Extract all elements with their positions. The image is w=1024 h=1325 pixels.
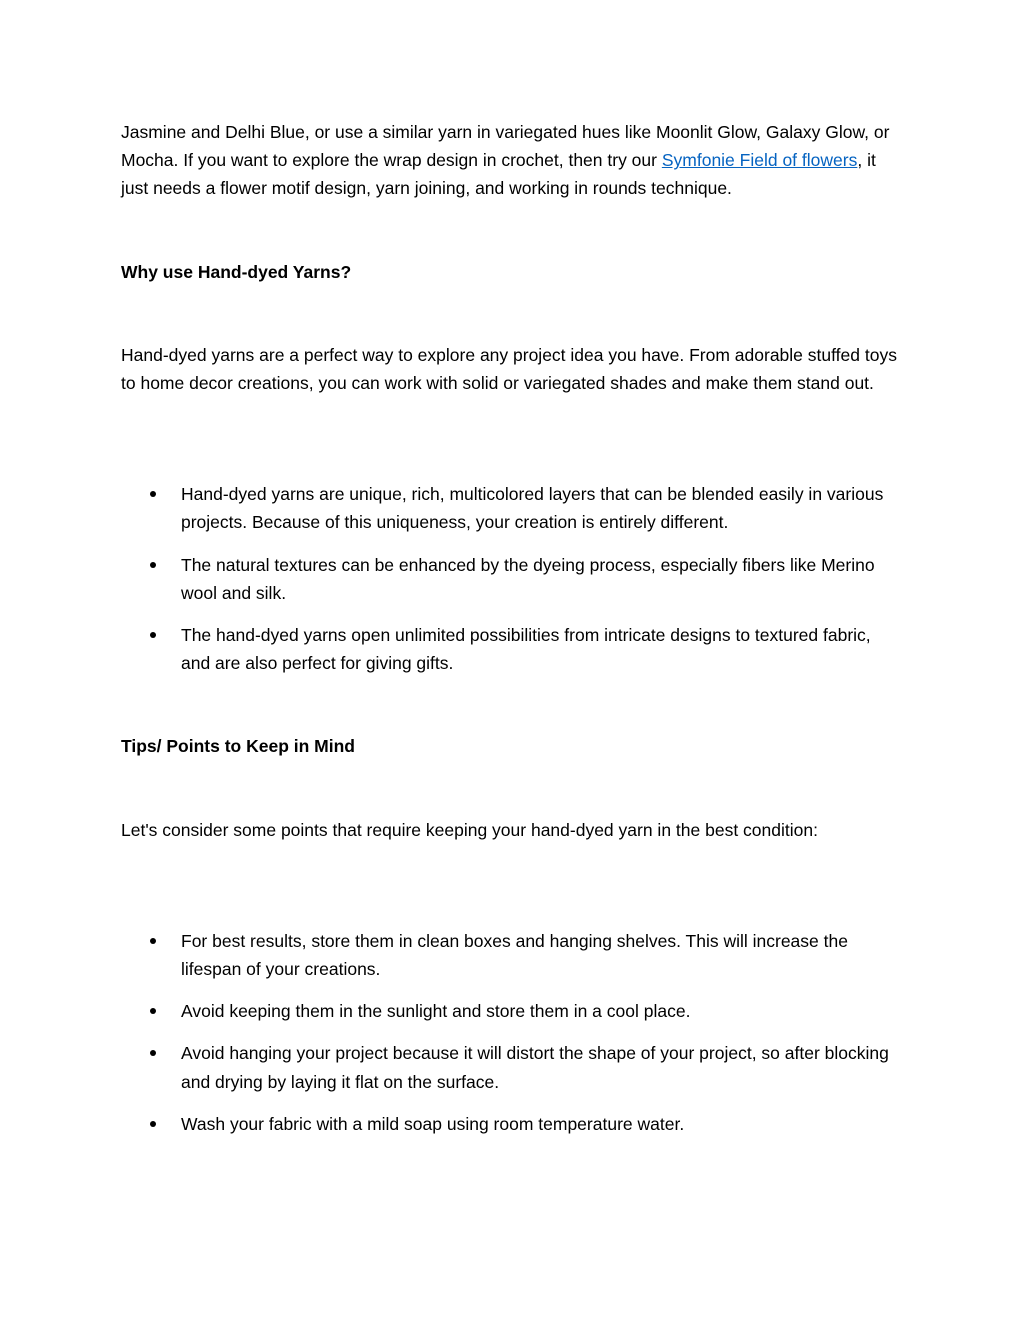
list-item-text: Hand-dyed yarns are unique, rich, multicolored layers that can be blended easily in various projects. Because of this uniqueness, your creation is entirely different. — [181, 484, 884, 533]
section-heading-why-hand-dyed: Why use Hand-dyed Yarns? — [121, 261, 352, 282]
tips-bullet-list — [121, 927, 901, 1138]
bullet-icon — [150, 1008, 156, 1014]
section2-paragraph: Let's consider some points that require keeping your hand-dyed yarn in the best condition: — [121, 819, 818, 840]
intro-text-before-link: Jasmine and Delhi Blue, or use a similar yarn in variegated hues like Moonlit Glow, Galaxy Glow, or Mocha. If you want to explore the wrap design in crochet, then try our — [121, 122, 890, 171]
bullet-icon — [150, 632, 156, 638]
list-item-text: The hand-dyed yarns open unlimited possibilities from intricate designs to textured fabric, and are also perfect for giving gifts. — [181, 625, 871, 674]
section1-paragraph: Hand-dyed yarns are a perfect way to explore any project idea you have. From adorable stuffed toys to home decor creations, you can work with solid or variegated shades and make them stand out. — [121, 344, 897, 394]
list-item — [121, 997, 901, 1025]
list-item — [121, 1110, 901, 1138]
section-heading-tips: Tips/ Points to Keep in Mind — [121, 736, 355, 757]
list-item — [121, 480, 901, 536]
intro-paragraph — [121, 118, 901, 203]
symfonie-field-of-flowers-link[interactable]: Symfonie Field of flowers — [661, 150, 858, 171]
list-item-text: The natural textures can be enhanced by the dyeing process, especially fibers like Merino wool and silk. — [181, 554, 875, 603]
list-item-text: Avoid hanging your project because it will distort the shape of your project, so after blocking and drying by laying it flat on the surface. — [181, 1043, 889, 1092]
list-item — [121, 551, 901, 607]
bullet-icon — [150, 491, 156, 497]
list-item-text: Wash your fabric with a mild soap using room temperature water. — [181, 1113, 685, 1134]
list-item-text: Avoid keeping them in the sunlight and store them in a cool place. — [181, 1001, 691, 1022]
bullet-icon — [150, 1050, 156, 1056]
list-item — [121, 927, 901, 983]
list-item-text: For best results, store them in clean boxes and hanging shelves. This will increase the lifespan of your creations. — [181, 930, 848, 980]
bullet-icon — [150, 1121, 156, 1127]
bullet-icon — [150, 938, 156, 944]
list-item — [121, 621, 901, 677]
list-item — [121, 1039, 901, 1095]
document-page — [121, 118, 901, 1138]
bullet-icon — [150, 562, 156, 568]
intro-text-after-link: , it just needs a flower motif design, yarn joining, and working in rounds technique. — [121, 150, 876, 199]
benefits-bullet-list — [121, 480, 901, 677]
